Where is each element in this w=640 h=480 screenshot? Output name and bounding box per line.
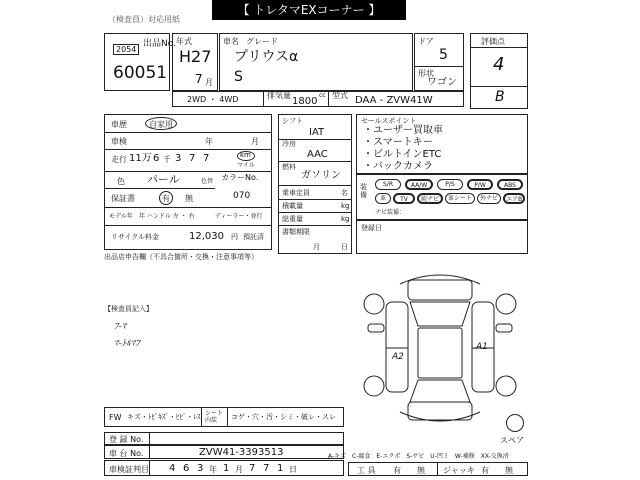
mirror-right xyxy=(496,324,512,332)
mileage-prefix: 11万 xyxy=(129,153,152,164)
color-change: 色替 xyxy=(201,178,214,185)
registration-label: 登 録 No. xyxy=(109,435,144,444)
chassis-divider xyxy=(149,446,150,458)
tools-divider xyxy=(437,463,438,475)
cert-label: 車検証判目 xyxy=(109,465,149,474)
rating-interior: B xyxy=(495,89,505,105)
lot-number: 60051 xyxy=(113,63,168,83)
registration-date-label: 登録日 xyxy=(361,224,382,232)
mid-row-divider-4 xyxy=(279,199,351,200)
details-left-block xyxy=(104,114,272,250)
cert-digit-3: 3 xyxy=(197,463,204,474)
cert-digit-1: 4 xyxy=(169,463,176,474)
left-row-divider-1 xyxy=(105,132,271,133)
inspection-year-unit: 年 xyxy=(205,137,213,146)
mid-row-divider-5 xyxy=(279,212,351,213)
dealer-label: ディーラー・並行 xyxy=(215,213,263,220)
sales-point-2: ・スマートキー xyxy=(363,137,433,148)
pill-ps: P/S xyxy=(437,179,463,190)
tools-yes: 有 xyxy=(393,466,401,475)
damage-bar-divider-1 xyxy=(201,408,202,426)
car-windshield xyxy=(410,302,470,326)
tools-label: 工 具 xyxy=(357,466,376,475)
shift-value: IAT xyxy=(309,127,325,138)
shape-value: ワゴン xyxy=(427,77,457,88)
sales-points-box xyxy=(356,114,528,174)
mid-row-divider-3 xyxy=(279,185,351,186)
pill-aaw: AA/W xyxy=(405,179,433,190)
equipment-label: 装備 xyxy=(360,183,367,199)
pill-abs: ABS xyxy=(497,179,523,190)
gross-unit: kg xyxy=(341,215,350,223)
left-row-divider-3 xyxy=(105,171,271,172)
cert-digit-4: 1 xyxy=(223,463,230,474)
lot-sub: 2054 xyxy=(113,44,139,55)
lot-number-box xyxy=(104,33,176,91)
wheel-front-right xyxy=(496,294,516,314)
car-rear-window xyxy=(410,380,470,402)
recycle-status: 預託済 xyxy=(243,233,264,241)
fuel-value: ガソリン xyxy=(301,170,341,181)
mileage-digit-3: 3 xyxy=(175,153,182,164)
displacement-value: 1800 xyxy=(292,96,318,107)
cert-digit-5: 7 xyxy=(249,463,256,474)
mileage-digit-4: 7 xyxy=(189,153,196,164)
gross-label: 総重量 xyxy=(282,215,303,223)
chassis-label: 車 台 No. xyxy=(109,449,144,458)
load-label: 積載量 xyxy=(282,202,303,210)
seat-items: コゲ・穴・汚・シミ・破レ・スレ xyxy=(231,413,336,421)
registration-date-box xyxy=(356,220,528,254)
sales-point-1: ・ユーザー買取車 xyxy=(363,125,443,136)
color-no-label: カラーNo. xyxy=(221,173,259,182)
jack-yes: 有 xyxy=(481,466,489,475)
cert-divider xyxy=(149,461,150,475)
tools-no: 無 xyxy=(417,466,425,475)
deadline-day-unit: 日 xyxy=(341,243,348,251)
handle-label: 年 ハンドル 左 ・ 右 xyxy=(139,213,195,220)
navi-equipment-label: ナビ装備： xyxy=(375,209,406,216)
spare-tire-icon xyxy=(506,414,524,432)
sales-point-4: ・バックカメラ xyxy=(363,161,433,172)
model-value: DAA - ZVW41W xyxy=(355,95,433,106)
recycle-value: 12,030 xyxy=(189,231,224,242)
drive-box xyxy=(172,91,264,107)
damage-legend: A-キズ C-腐食 E-エクボ S-サビ U-凹ミ W-補修 XX-交換済 xyxy=(328,453,509,460)
damage-mark-a1: A1 xyxy=(476,342,488,352)
wheel-rear-right xyxy=(496,376,516,396)
left-row-divider-2 xyxy=(105,149,271,150)
load-unit: kg xyxy=(341,202,350,210)
pill-tv: TV xyxy=(393,193,415,204)
doors-label: ドア xyxy=(418,37,434,46)
equipment-box xyxy=(356,174,528,220)
car-body-left xyxy=(386,302,408,392)
car-damage-diagram xyxy=(360,262,520,432)
pill-genuine-navi: 純ナビ xyxy=(417,193,443,204)
fw-label: FW xyxy=(109,413,122,422)
pill-airbag: エアB xyxy=(503,193,525,204)
doors-divider xyxy=(415,66,463,67)
damage-bar xyxy=(104,407,344,427)
sales-points-label: セールスポイント xyxy=(361,117,417,125)
year-month: 7 xyxy=(195,72,203,86)
cert-day-unit: 日 xyxy=(289,465,297,474)
car-name: プリウスα xyxy=(234,49,299,65)
jack-no: 無 xyxy=(505,466,513,475)
rating-divider-top xyxy=(471,47,527,48)
car-name-box xyxy=(219,33,413,91)
mileage-digit-1: 6 xyxy=(153,153,160,164)
warranty-label: 保証書 xyxy=(111,194,135,203)
damage-mark-a2: A2 xyxy=(392,352,404,362)
usage-value: 自家用 xyxy=(149,120,173,129)
chassis-row xyxy=(104,445,344,459)
fw-items: キズ・ﾄﾋﾞｷｽﾞ・ﾋﾋﾞ・ﾚｽﾞ xyxy=(127,413,204,421)
cert-digit-7: 1 xyxy=(277,463,284,474)
jack-label: ジャッキ xyxy=(443,466,475,475)
year-era: H27 xyxy=(179,47,212,66)
mirror-left xyxy=(368,324,384,332)
pill-leather-seat: 革シート xyxy=(445,193,475,204)
doors-value: 5 xyxy=(439,47,448,63)
inspector-note-2: ﾏ-ﾄﾙﾏﾌ xyxy=(114,339,140,349)
cert-month-unit: 月 xyxy=(235,465,243,474)
details-mid-block xyxy=(278,114,352,254)
car-name-label: 車名 xyxy=(223,37,239,46)
car-trunk xyxy=(408,402,472,420)
inspection-label: 車検 xyxy=(111,137,127,146)
car-roof xyxy=(418,328,462,378)
usage-label: 車歴 xyxy=(111,120,127,129)
car-grade: S xyxy=(234,69,243,85)
mileage-unit-mile: マイル xyxy=(237,162,255,169)
header-banner-text: 【 トレタマEXコーナー 】 xyxy=(237,3,381,17)
ac-value: AAC xyxy=(307,149,328,160)
mileage-label: 走行 xyxy=(111,155,127,164)
displacement-unit: cc xyxy=(319,92,326,99)
cert-row xyxy=(104,460,344,476)
inspector-note-1: ﾌ-ﾏ xyxy=(114,322,127,332)
warranty-yes: 有 xyxy=(162,194,170,203)
cert-digit-6: 7 xyxy=(263,463,270,474)
deadline-month-unit: 月 xyxy=(313,243,320,251)
year-label: 年式 xyxy=(176,37,192,46)
pill-aftermarket-navi: 外ナビ xyxy=(477,193,501,204)
shape-label: 形状 xyxy=(418,69,434,78)
recycle-label: リサイクル料金 xyxy=(111,233,160,241)
registration-row xyxy=(104,432,344,445)
ac-label: 冷房 xyxy=(282,140,296,148)
displacement-label: 排気量 xyxy=(267,91,291,100)
sales-point-3: ・ビルトインETC xyxy=(363,149,442,160)
capacity-label: 乗車定員 xyxy=(282,189,310,197)
mid-row-divider-6 xyxy=(279,225,351,226)
seat-label: シート内装 xyxy=(205,410,224,424)
mid-row-divider-2 xyxy=(279,161,351,162)
mileage-digit-2: 千 xyxy=(163,155,171,164)
color-value: パール xyxy=(147,173,180,186)
recycle-unit: 円 xyxy=(231,233,238,241)
header-banner xyxy=(212,0,406,20)
inspector-label: 【検査員記入】 xyxy=(104,305,153,313)
tools-row xyxy=(348,462,528,476)
chassis-value: ZVW41-3393513 xyxy=(199,447,284,458)
left-row-divider-5 xyxy=(105,207,271,208)
seller-notes-label: 出品店申告欄（不具合箇所・交換・注意事項等） xyxy=(104,253,258,261)
capacity-unit: 名 xyxy=(341,189,348,197)
cert-year-unit: 年 xyxy=(209,465,217,474)
model-label: 型式 xyxy=(332,91,348,100)
inspection-month-unit: 月 xyxy=(251,137,259,146)
rating-score: 4 xyxy=(493,54,505,75)
wheel-rear-left xyxy=(364,376,384,396)
model-box xyxy=(328,91,464,107)
doors-box xyxy=(414,33,464,91)
lot-label: 出品No. xyxy=(143,39,176,49)
header-left-text: （検査員）対応用紙 xyxy=(108,15,180,24)
cert-digit-2: 6 xyxy=(183,463,190,474)
fuel-label: 燃料 xyxy=(282,163,296,171)
model-year-label: モデル年 xyxy=(109,213,133,220)
registration-divider xyxy=(149,433,150,444)
rating-box xyxy=(470,33,528,109)
grade-label: グレード xyxy=(246,37,278,46)
warranty-no: 無 xyxy=(185,194,193,203)
deadline-label: 書類期限 xyxy=(282,228,310,236)
car-hood xyxy=(408,280,472,300)
drive-text: 2WD ・ 4WD xyxy=(187,95,239,104)
color-no-value: 070 xyxy=(233,191,251,201)
pill-sr: S/R xyxy=(375,179,401,190)
damage-bar-divider-2 xyxy=(227,408,228,426)
rating-divider-mid xyxy=(471,86,527,87)
left-row-divider-4 xyxy=(105,188,215,189)
mileage-digit-5: 7 xyxy=(203,153,210,164)
pill-pw: P/W xyxy=(467,179,493,190)
year-month-unit: 月 xyxy=(205,78,213,87)
spare-label: スペア xyxy=(500,436,524,445)
mileage-unit-km: km xyxy=(240,151,251,159)
left-row-divider-6 xyxy=(105,225,271,226)
rating-label: 評価点 xyxy=(481,37,505,46)
wheel-front-left xyxy=(364,294,384,314)
year-box xyxy=(172,33,218,91)
pill-leather: 革 xyxy=(375,193,391,204)
color-label: 色 xyxy=(117,177,125,186)
displacement-box xyxy=(263,91,329,107)
shift-label: シフト xyxy=(282,117,303,125)
